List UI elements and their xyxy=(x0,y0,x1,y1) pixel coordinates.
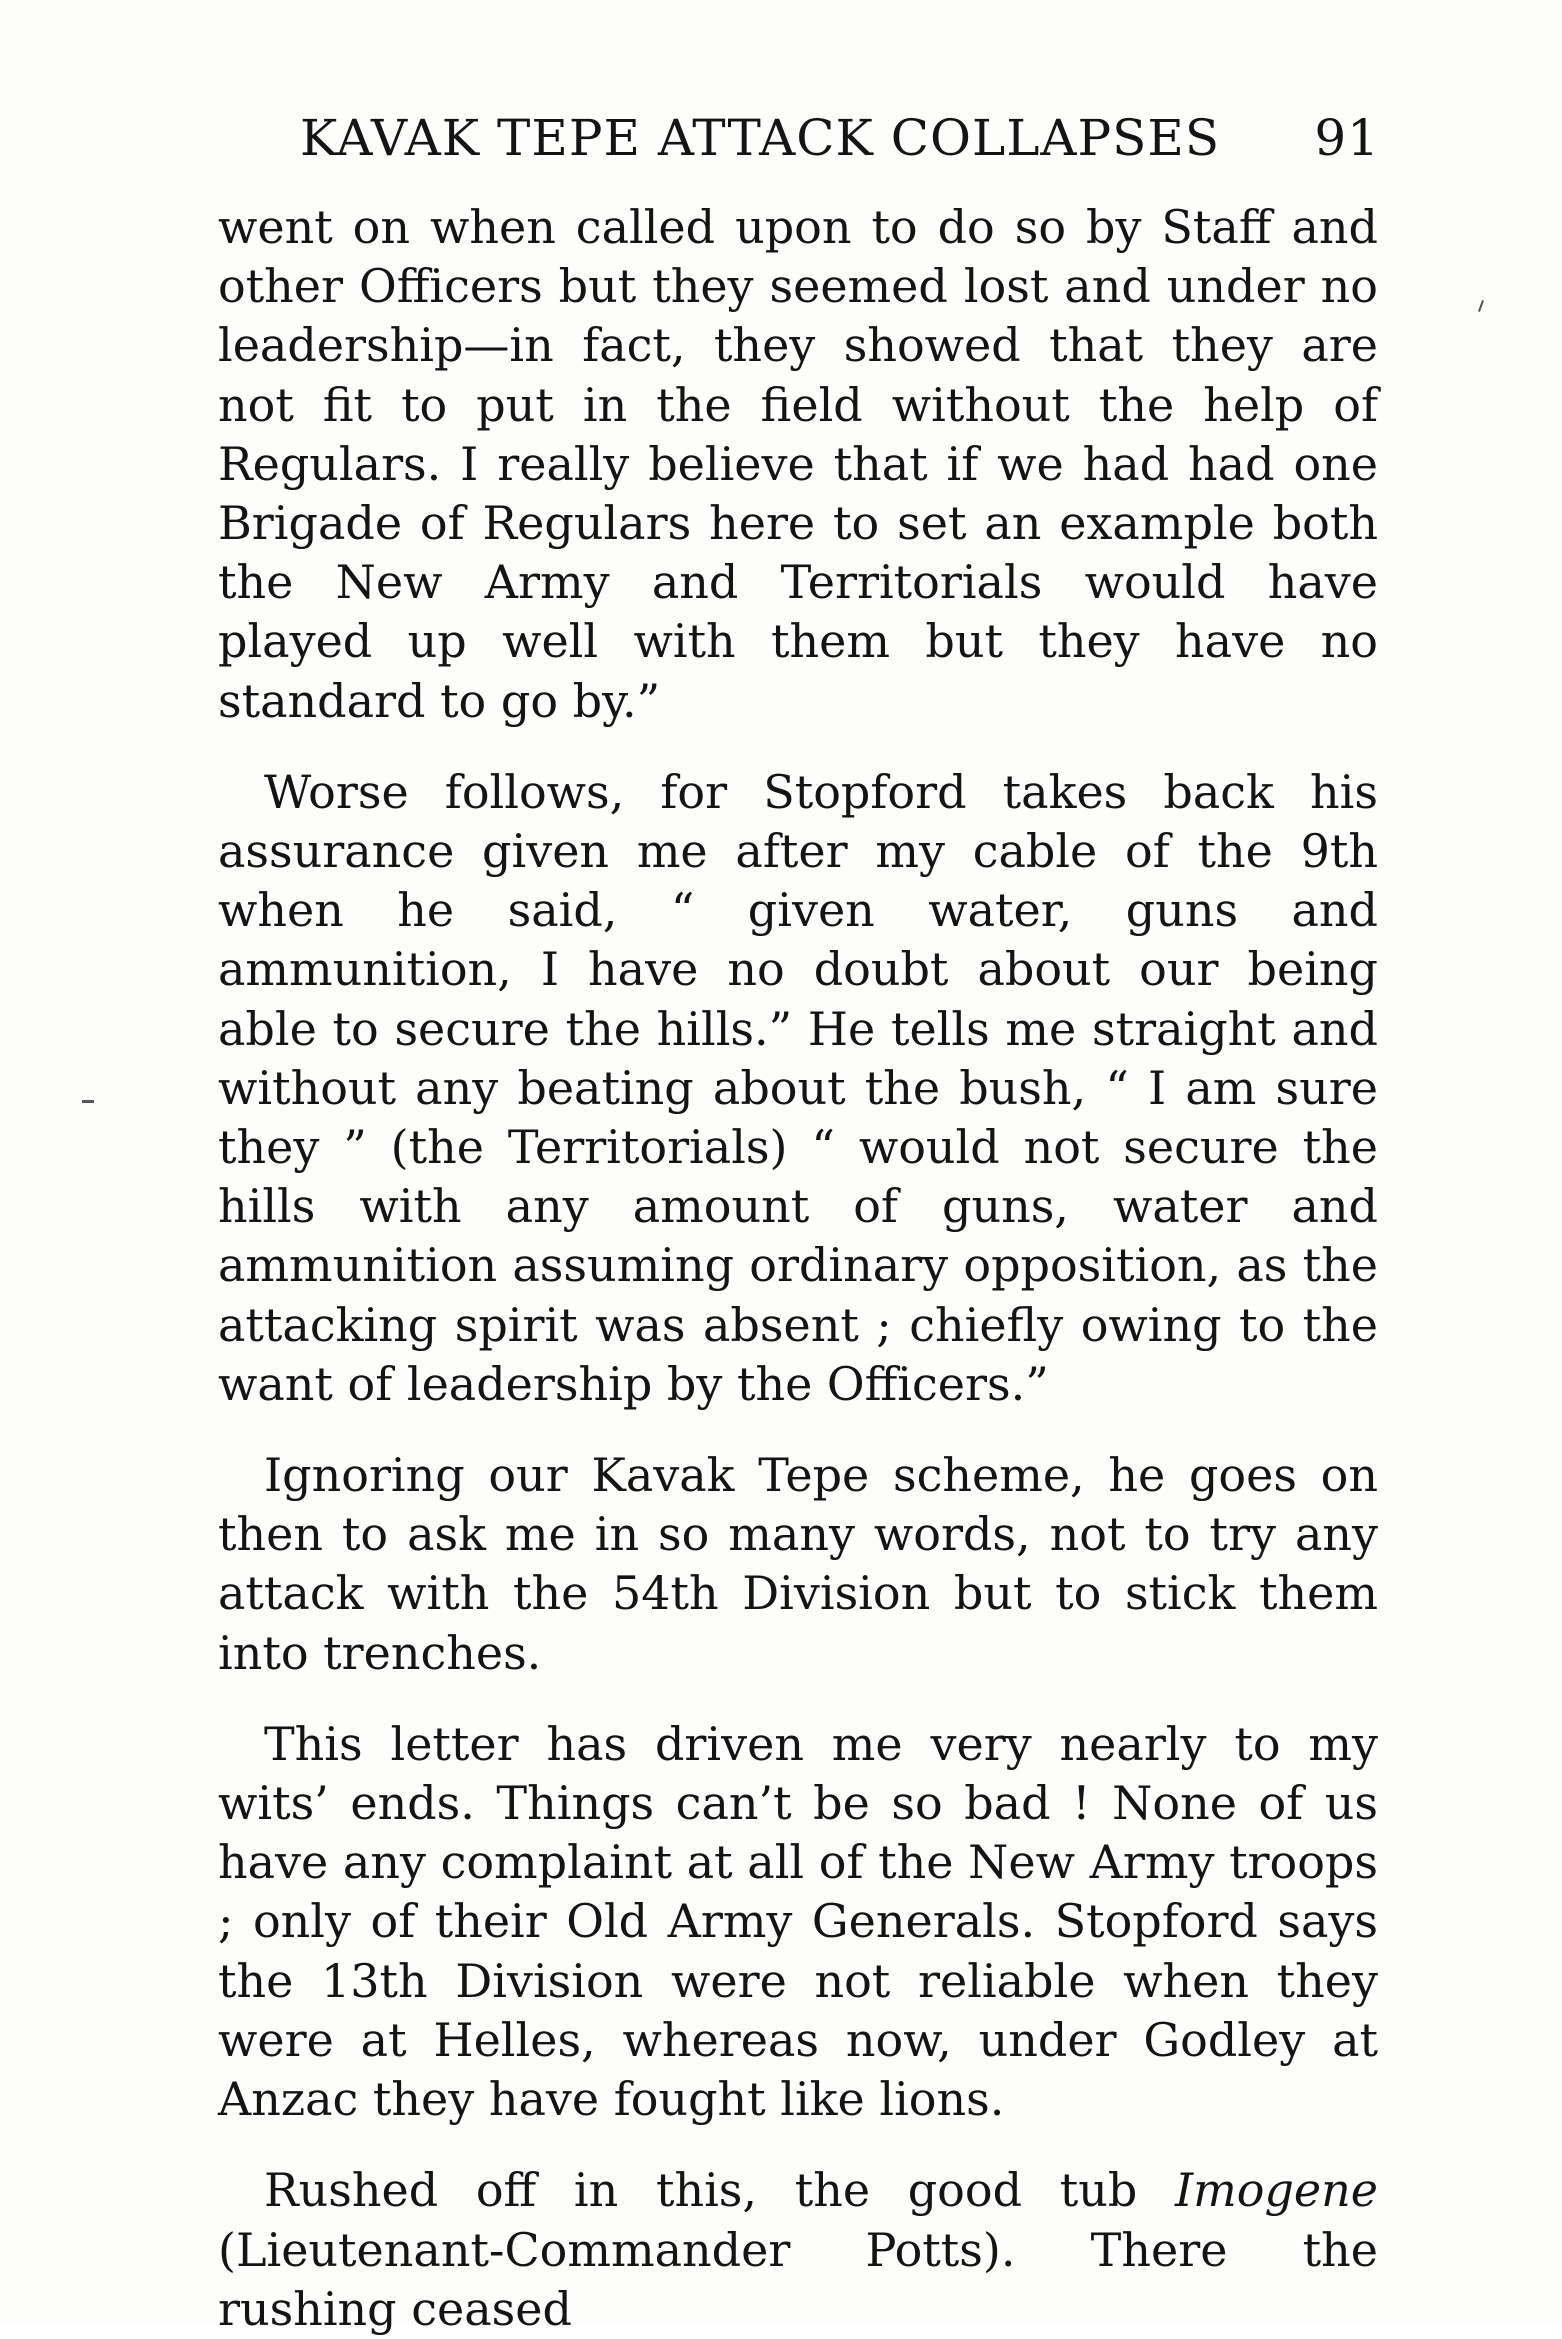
body-text xyxy=(218,198,1378,2339)
ship-name-italic: Imogene xyxy=(1174,2163,1378,2218)
margin-dash-mark xyxy=(82,1100,94,1103)
page-number: 91 xyxy=(1314,109,1380,167)
paragraph-2 xyxy=(218,763,1378,1414)
paragraph-1-text: went on when called upon to do so by Staff and other Officers but they seemed lost and under no leadership—in fact, they showed that they are not fit to put in the field without the help of Regulars. I really believe that if we had had one Brigade of Regulars here to set an example both the New Army and Territorials would have played up well with them but they have no standard to go by.” xyxy=(218,200,1378,728)
paragraph-3-text: Ignoring our Kavak Tepe scheme, he goes on then to ask me in so many words, not to try any attack with the 54th Division but to stick them into trenches. xyxy=(218,1448,1378,1680)
running-head xyxy=(300,108,1380,168)
paragraph-5-text-start: Rushed off in this, the good tub xyxy=(264,2163,1175,2218)
margin-tick-mark xyxy=(1478,300,1484,312)
paragraph-4 xyxy=(218,1715,1378,2129)
paragraph-1 xyxy=(218,198,1378,731)
paragraph-2-text: Worse follows, for Stopford takes back his assurance given me after my cable of the 9th when he said, “ given water, guns and ammunition, I have no doubt about our being able to secure the hills.” He tells me straight and without any beating about the bush, “ I am sure they ” (the Territorials) “ would not secure the hills with any amount of guns, water and ammunition assuming ordinary opposition, as the attacking spirit was absent ; chiefly owing to the want of leadership by the Officers.” xyxy=(218,764,1378,1411)
paragraph-5-text-end: (Lieutenant-Commander Potts). There the rushing ceased xyxy=(218,2222,1378,2336)
paragraph-3 xyxy=(218,1446,1378,1683)
paragraph-4-text: This letter has driven me very nearly to my wits’ ends. Things can’t be so bad ! None of us have any complaint at all of the New Army troops ; only of their Old Army Generals. Stopford says the 13th Division were not reliable when they were at Helles, whereas now, under Godley at Anzac they have fought like lions. xyxy=(218,1716,1378,2127)
paragraph-5 xyxy=(218,2161,1378,2339)
chapter-running-title: KAVAK TEPE ATTACK COLLAPSES xyxy=(300,109,1221,167)
